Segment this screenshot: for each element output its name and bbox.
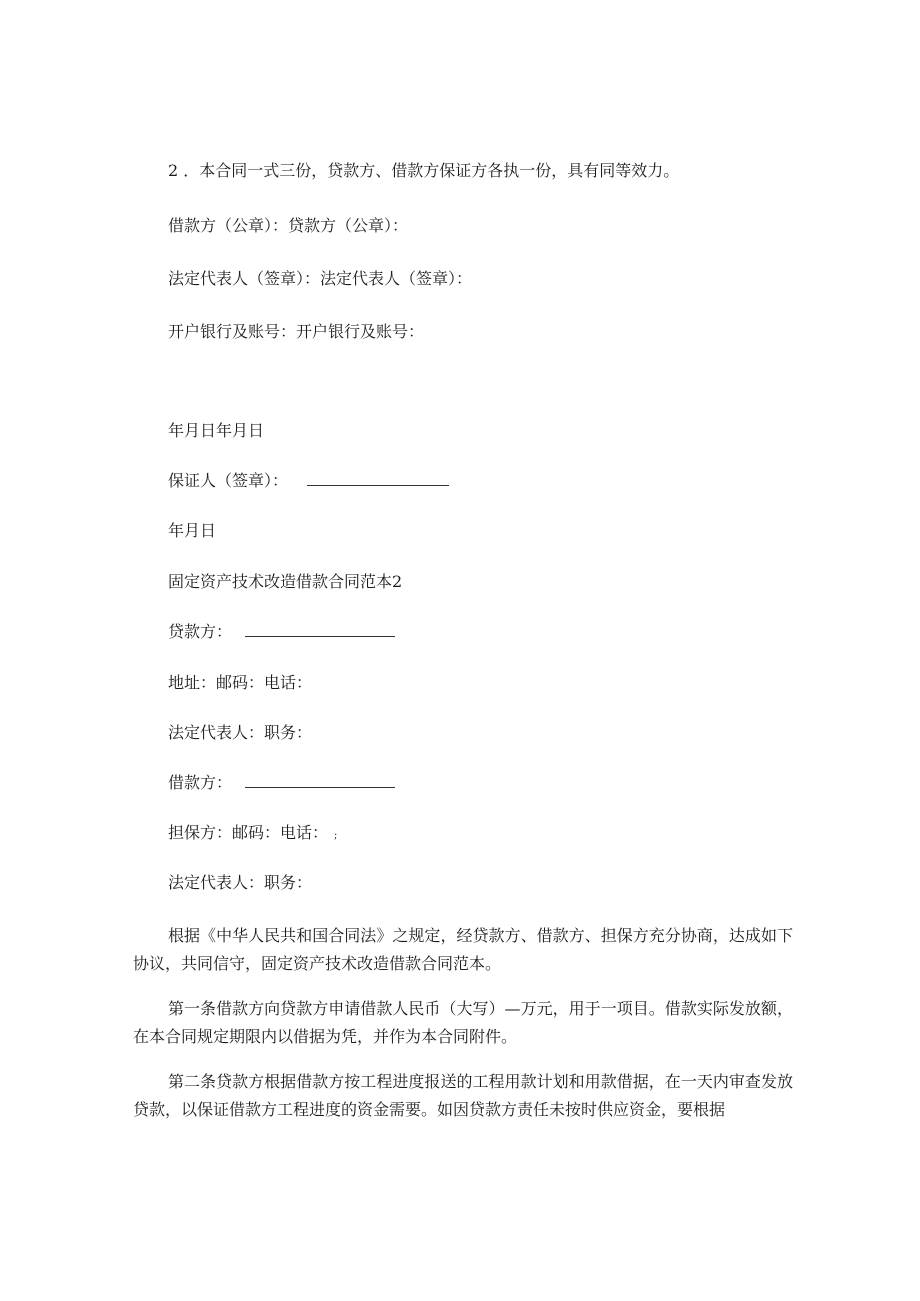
article-two-paragraph: 第二条贷款方根据借款方按工程进度报送的工程用款计划和用款借据，在一天内审查发放贷款，以保证借款方工程进度的资金需要。如因贷款方责任未按时供应资金，要根据 <box>133 1072 793 1119</box>
stray-mark: ; <box>334 830 338 841</box>
date-line: 年月日 <box>168 521 217 540</box>
preamble-paragraph: 根据《中华人民共和国合同法》之规定，经贷款方、借款方、担保方充分协商，达成如下协议，共同信守，固定资产技术改造借款合同范本。 <box>133 926 793 973</box>
address-line: 地址：邮码：电话： <box>168 673 313 692</box>
bank-account-line: 开户银行及账号：开户银行及账号： <box>168 322 425 341</box>
guarantor-blank <box>307 471 449 486</box>
lender-legal-rep-line: 法定代表人：职务： <box>168 723 313 742</box>
borrower-label: 借款方： <box>168 773 233 792</box>
guarantor-contact-label: 担保方：邮码：电话： <box>168 823 329 842</box>
guarantor-legal-rep-line: 法定代表人：职务： <box>168 873 313 892</box>
lender-line <box>168 622 395 642</box>
lender-label: 贷款方： <box>168 622 233 641</box>
official-seal-line: 借款方（公章）：贷款方（公章）： <box>168 216 409 235</box>
guarantor-label: 保证人（签章）： <box>168 471 289 490</box>
contract-title: 固定资产技术改造借款合同范本2 <box>168 572 403 591</box>
article-one-paragraph: 第一条借款方向贷款方申请借款人民币（大写）—万元，用于一项目。借款实际发放额，在本合同规定期限内以借据为凭，并作为本合同附件。 <box>133 999 793 1046</box>
guarantor-line <box>168 823 337 846</box>
borrower-blank <box>245 773 395 788</box>
guarantor-signature-line <box>168 471 449 491</box>
date-line-double: 年月日年月日 <box>168 421 265 440</box>
lender-blank <box>245 622 395 637</box>
borrower-line <box>168 773 395 793</box>
copies-clause: 2 ．本合同一式三份，贷款方、借款方保证方各执一份，具有同等效力。 <box>168 161 680 180</box>
legal-rep-signature-line: 法定代表人（签章）：法定代表人（签章）： <box>168 269 473 288</box>
